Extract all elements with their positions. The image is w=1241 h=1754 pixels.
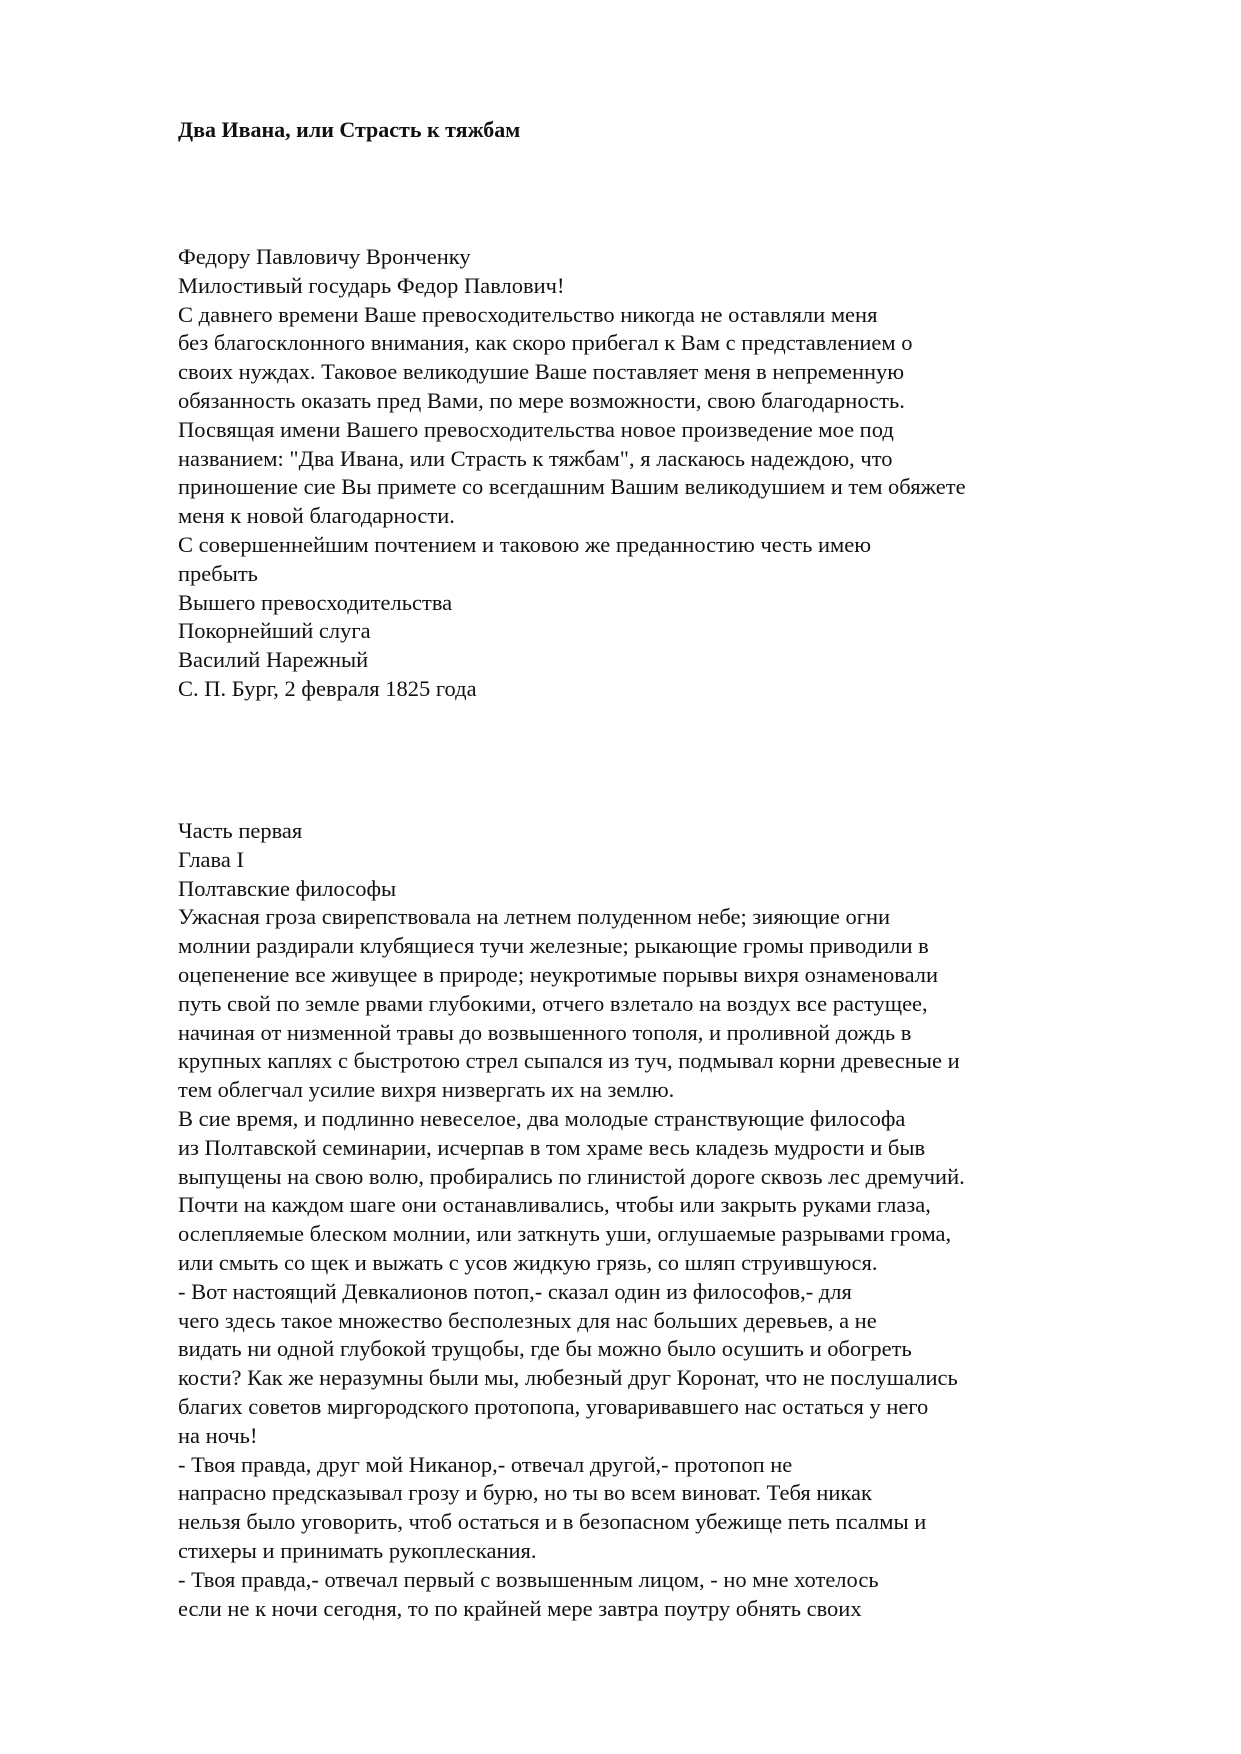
- chapter-paragraph: [178, 1278, 965, 1451]
- text-line: стихеры и принимать рукоплескания.: [178, 1537, 537, 1563]
- text-line: пребыть: [178, 560, 258, 586]
- text-line: оцепенение все живущее в природе; неукротимые порывы вихря ознаменовали: [178, 961, 939, 987]
- text-line: кости? Как же неразумны были мы, любезный друг Коронат, что не послушались: [178, 1365, 958, 1391]
- dedication-paragraph: [178, 617, 966, 646]
- text-line: С совершеннейшим почтением и таковою же преданностию честь имею: [178, 531, 872, 557]
- text-line: - Вот настоящий Девкалионов потоп,- сказал один из философов,- для: [178, 1278, 852, 1304]
- chapter-paragraph: [178, 1105, 965, 1278]
- text-line: Ужасная гроза свирепствовала на летнем полуденном небе; зияющие огни: [178, 904, 891, 930]
- dedication-paragraph: [178, 272, 966, 301]
- chapter-paragraph: [178, 817, 965, 846]
- dedication-paragraph: [178, 531, 966, 589]
- text-line: благих советов миргородского протопопа, уговаривавшего нас остаться у него: [178, 1393, 929, 1419]
- text-line: приношение сие Вы примете со всегдашним Вашим великодушием и тем обяжете: [178, 474, 966, 500]
- text-line: Почти на каждом шаге они останавливались, чтобы или закрыть руками глаза,: [178, 1192, 931, 1218]
- text-line: Покорнейший слуга: [178, 618, 371, 644]
- document-title: Два Ивана, или Страсть к тяжбам: [178, 117, 521, 142]
- text-line: или смыть со щек и выжать с усов жидкую грязь, со шляп струившуюся.: [178, 1249, 878, 1275]
- text-line: Василий Нарежный: [178, 647, 369, 673]
- text-line: Глава I: [178, 846, 244, 872]
- text-line: ослепляемые блеском молнии, или заткнуть уши, оглушаемые разрывами грома,: [178, 1221, 952, 1247]
- text-line: нельзя было уговорить, чтоб остаться и в безопасном убежище петь псалмы и: [178, 1509, 927, 1535]
- text-line: В сие время, и подлинно невеселое, два молодые странствующие философа: [178, 1105, 906, 1131]
- text-line: Вышего превосходительства: [178, 589, 453, 615]
- chapter-paragraph: [178, 875, 965, 904]
- text-line: выпущены на свою волю, пробирались по глинистой дороге сквозь лес дремучий.: [178, 1163, 965, 1189]
- text-line: из Полтавской семинарии, исчерпав в том храме весь кладезь мудрости и быв: [178, 1134, 926, 1160]
- chapter-paragraph: [178, 1566, 965, 1624]
- text-line: путь свой по земле рвами глубокими, отчего взлетало на воздух все растущее,: [178, 990, 928, 1016]
- text-line: напрасно предсказывал грозу и бурю, но ты во всем виноват. Тебя никак: [178, 1480, 872, 1506]
- dedication-paragraph: [178, 301, 966, 531]
- text-line: на ночь!: [178, 1422, 258, 1448]
- text-line: начиная от низменной травы до возвышенного тополя, и проливной дождь в: [178, 1019, 912, 1045]
- text-line: названием: "Два Ивана, или Страсть к тяжбам", я ласкаюсь надеждою, что: [178, 445, 893, 471]
- text-line: без благосклонного внимания, как скоро прибегал к Вам с представлением о: [178, 330, 913, 356]
- text-line: молнии раздирали клубящиеся тучи железные; рыкающие громы приводили в: [178, 933, 929, 959]
- text-line: - Твоя правда, друг мой Никанор,- отвечал другой,- протопоп не: [178, 1451, 793, 1477]
- chapter-paragraph: [178, 846, 965, 875]
- text-line: Полтавские философы: [178, 875, 397, 901]
- text-line: Федору Павловичу Вронченку: [178, 244, 471, 269]
- dedication-paragraph: [178, 675, 966, 704]
- text-line: обязанность оказать пред Вами, по мере возможности, свою благодарность.: [178, 387, 905, 413]
- text-line: видать ни одной глубокой трущобы, где бы можно было осушить и обогреть: [178, 1336, 912, 1362]
- chapter-section: [178, 817, 965, 1623]
- text-line: Часть первая: [178, 818, 303, 843]
- text-line: если не к ночи сегодня, то по крайней мере завтра поутру обнять своих: [178, 1595, 862, 1621]
- dedication-section: [178, 243, 966, 704]
- dedication-paragraph: [178, 243, 966, 272]
- text-line: меня к новой благодарности.: [178, 503, 455, 529]
- dedication-paragraph: [178, 589, 966, 618]
- text-line: С давнего времени Ваше превосходительство никогда не оставляли меня: [178, 301, 878, 327]
- text-line: крупных каплях с быстротою стрел сыпался из туч, подмывал корни древесные и: [178, 1048, 960, 1074]
- text-line: своих нуждах. Таковое великодушие Ваше поставляет меня в непременную: [178, 359, 905, 385]
- text-line: Милостивый государь Федор Павлович!: [178, 272, 565, 298]
- chapter-paragraph: [178, 903, 965, 1105]
- text-line: чего здесь такое множество бесполезных для нас больших деревьев, а не: [178, 1307, 877, 1333]
- text-line: - Твоя правда,- отвечал первый с возвышенным лицом, - но мне хотелось: [178, 1566, 879, 1592]
- chapter-paragraph: [178, 1451, 965, 1566]
- text-line: тем облегчал усилие вихря низвергать их на землю.: [178, 1077, 675, 1103]
- dedication-paragraph: [178, 646, 966, 675]
- text-line: С. П. Бург, 2 февраля 1825 года: [178, 675, 477, 701]
- text-line: Посвящая имени Вашего превосходительства новое произведение мое под: [178, 416, 894, 442]
